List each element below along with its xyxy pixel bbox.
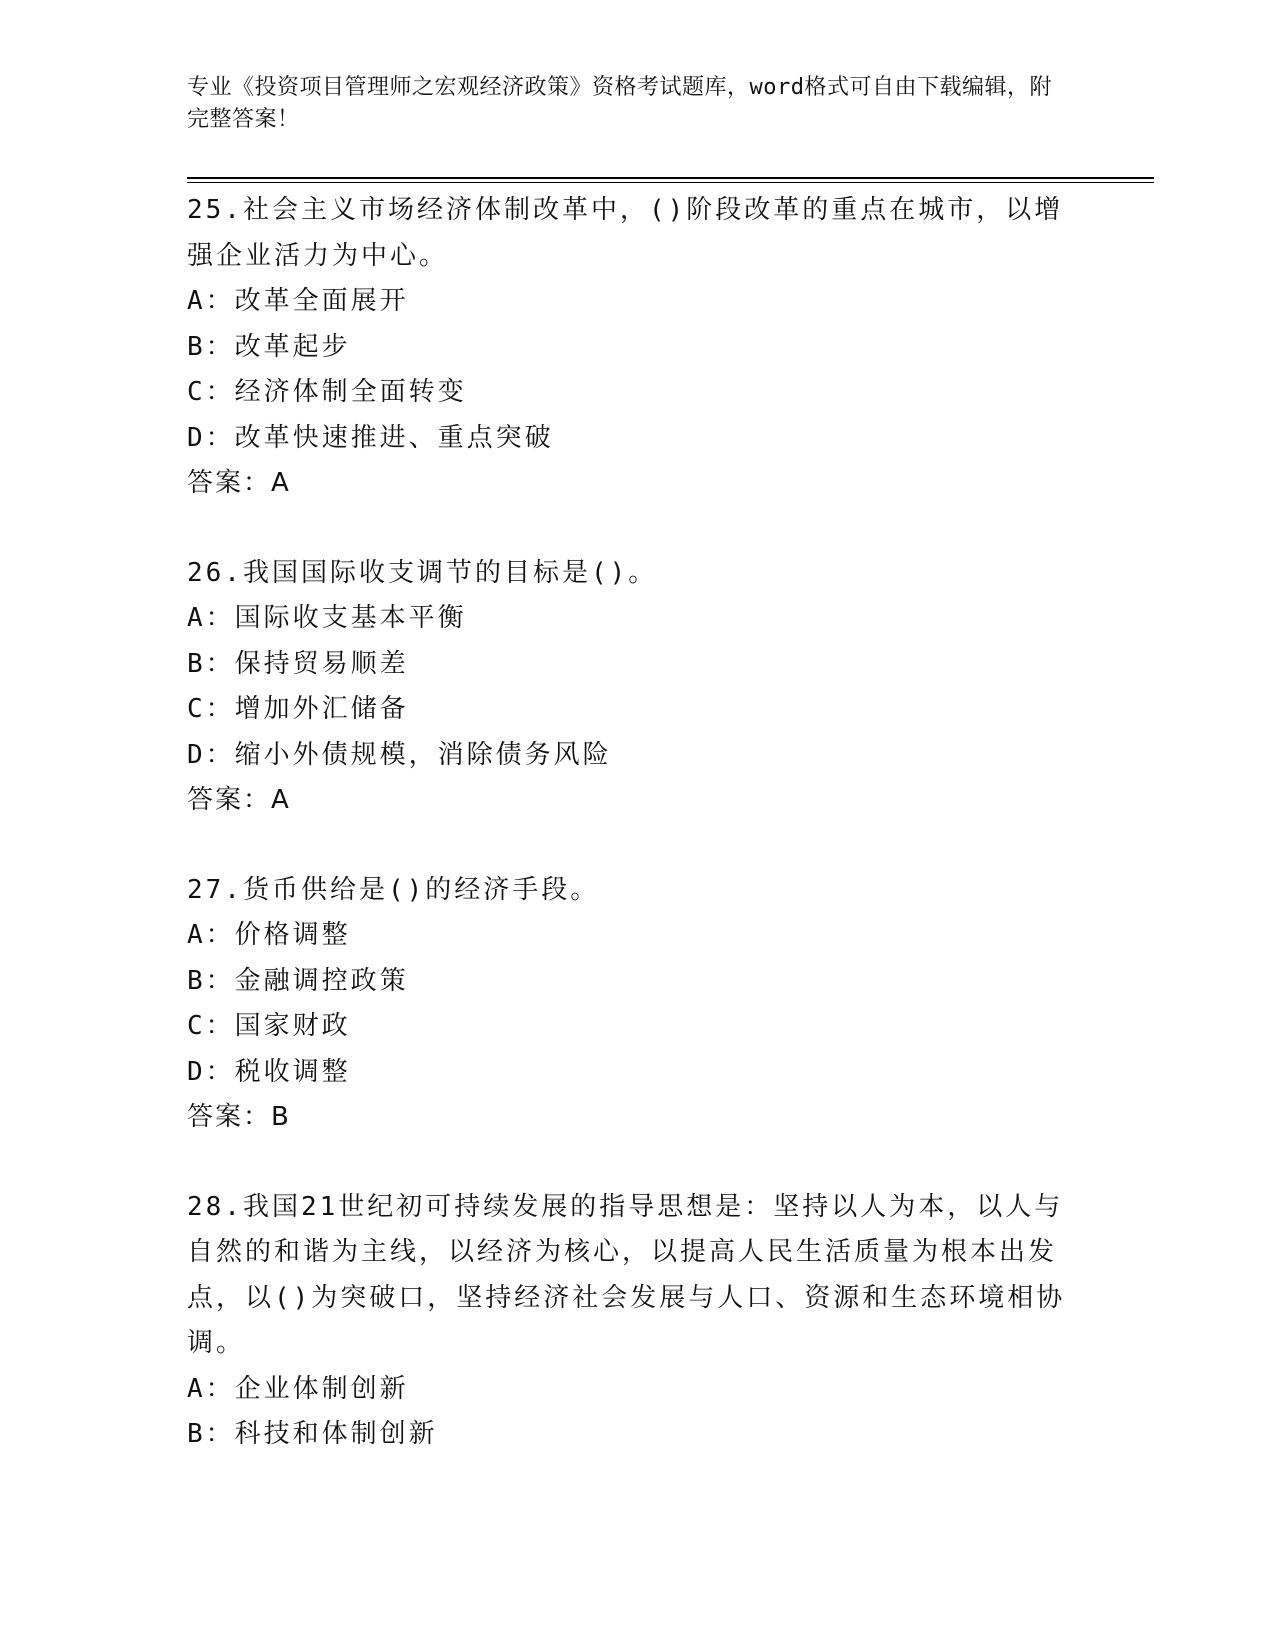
- option-b: B：金融调控政策: [187, 965, 409, 996]
- header-rule-thick: [187, 177, 1154, 179]
- question-gap: [187, 824, 1087, 868]
- option-c: C：增加外汇储备: [187, 694, 409, 724]
- option-a: A：国际收支基本平衡: [187, 603, 467, 633]
- option-d: D：缩小外债规模，消除债务风险: [187, 739, 612, 770]
- question-25: [187, 188, 1087, 507]
- answer-line: 答案：A: [187, 785, 291, 815]
- option-d: D：改革快速推进、重点突破: [187, 422, 554, 453]
- answer-line: 答案：A: [187, 468, 291, 498]
- question-26: [187, 551, 1087, 824]
- question-gap: [187, 507, 1087, 551]
- question-27: [187, 868, 1087, 1141]
- option-b: B：改革起步: [187, 331, 351, 362]
- header-rule-thin: [187, 182, 1154, 183]
- question-stem: 28.我国21世纪初可持续发展的指导思想是：坚持以人为本，以人与自然的和谐为主线，以经济为核心，以提高人民生活质量为根本出发点，以()为突破口，坚持经济社会发展与人口、资源和生态环境相协调。: [187, 1191, 1066, 1358]
- question-gap: [187, 1141, 1087, 1185]
- question-stem: 25.社会主义市场经济体制改革中，()阶段改革的重点在城市，以增强企业活力为中心。: [187, 195, 1064, 271]
- question-list: [187, 188, 1087, 1458]
- option-a: A：企业体制创新: [187, 1373, 409, 1404]
- option-b: B：科技和体制创新: [187, 1419, 438, 1449]
- option-a: A：价格调整: [187, 920, 351, 950]
- option-c: C：经济体制全面转变: [187, 377, 467, 407]
- option-c: C：国家财政: [187, 1011, 351, 1041]
- question-stem: 27.货币供给是()的经济手段。: [187, 874, 600, 905]
- answer-line: 答案：B: [187, 1102, 291, 1132]
- option-a: A：改革全面展开: [187, 286, 409, 316]
- question-28: [187, 1185, 1087, 1458]
- option-b: B：保持贸易顺差: [187, 648, 409, 679]
- option-d: D：税收调整: [187, 1056, 351, 1087]
- question-stem: 26.我国国际收支调节的目标是()。: [187, 557, 658, 588]
- page-header: 专业《投资项目管理师之宏观经济政策》资格考试题库，word格式可自由下载编辑，附完整答案！: [187, 75, 1052, 132]
